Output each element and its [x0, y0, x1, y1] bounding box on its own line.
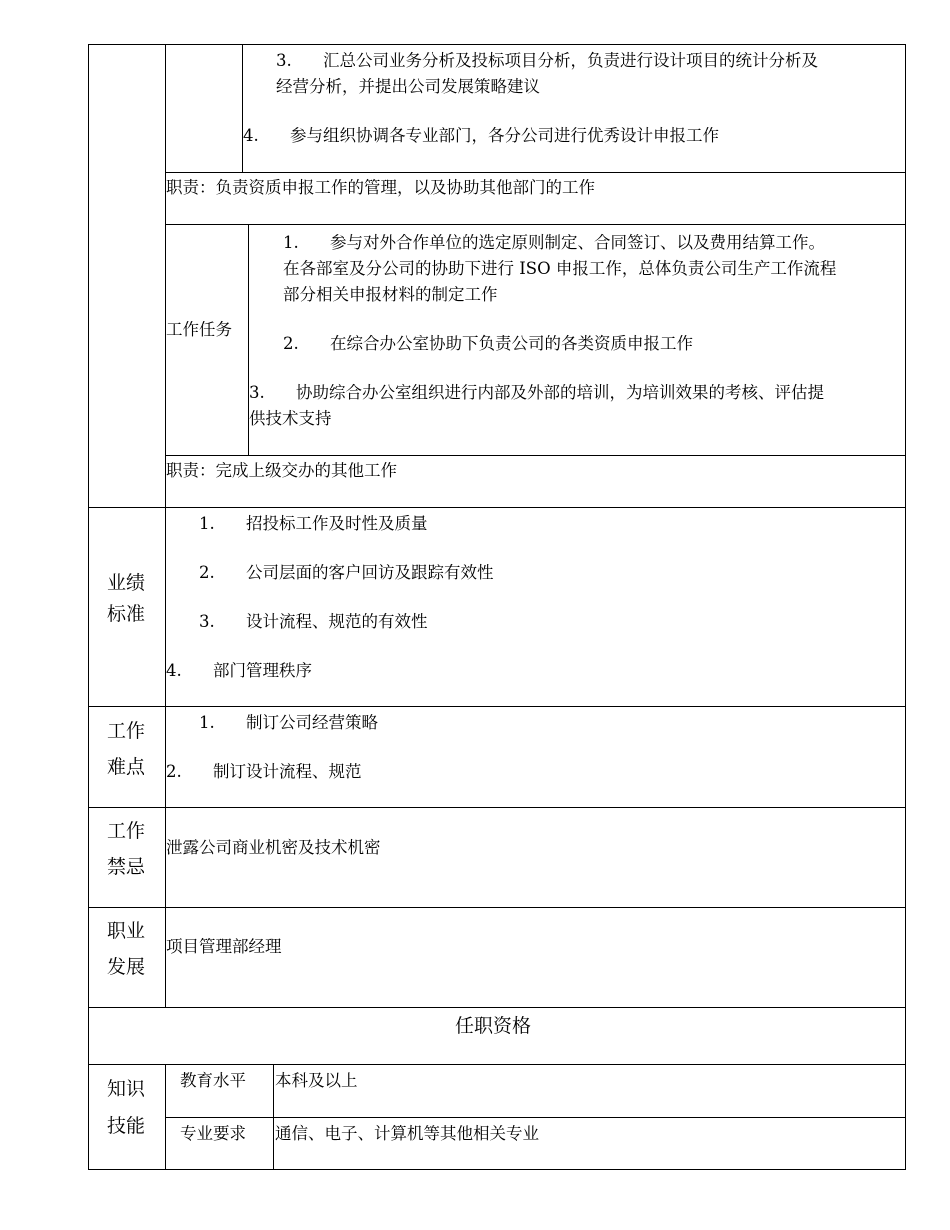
table-border-left: [88, 44, 89, 1170]
row-line-6: [88, 807, 906, 808]
upper-item3-num: 3.: [276, 51, 292, 70]
difficulty-label-2: 难点: [107, 756, 146, 778]
performance-label-1: 业绩: [107, 572, 146, 594]
taboo-label-2: 禁忌: [107, 856, 146, 878]
task3-line1: 协助综合办公室组织进行内部及外部的培训，为培训效果的考核、评估提: [296, 383, 824, 402]
row-line-5: [88, 706, 906, 707]
perf-item-4-text: 部门管理秩序: [213, 661, 312, 680]
upper-item4-num: 4.: [243, 126, 259, 145]
major-value: 通信、电子、计算机等其他相关专业: [275, 1124, 539, 1143]
table-border-bottom: [88, 1169, 906, 1170]
perf-item-1-num: 1.: [199, 514, 215, 533]
career-text: 项目管理部经理: [166, 937, 282, 956]
tasks-label: 工作任务: [166, 320, 232, 339]
diff-item-1-text: 制订公司经营策略: [246, 713, 378, 732]
qualification-title: 任职资格: [455, 1015, 532, 1037]
diff-item-2-text: 制订设计流程、规范: [213, 762, 362, 781]
duty-qualification: 职责：负责资质申报工作的管理，以及协助其他部门的工作: [166, 178, 595, 197]
perf-item-3-text: 设计流程、规范的有效性: [246, 612, 428, 631]
taboo-label-1: 工作: [107, 820, 146, 842]
knowledge-label-1: 知识: [107, 1078, 146, 1100]
knowledge-label-2: 技能: [107, 1115, 146, 1137]
upper-item3-line2: 经营分析，并提出公司发展策略建议: [276, 77, 540, 96]
task3-line2: 供技术支持: [249, 409, 332, 428]
perf-item-2-text: 公司层面的客户回访及跟踪有效性: [246, 563, 494, 582]
table-border-top: [88, 44, 906, 45]
diff-item-2-num: 2.: [166, 762, 182, 781]
row-line-9: [88, 1064, 906, 1065]
duty-other: 职责：完成上级交办的其他工作: [166, 461, 397, 480]
upper-inner-divider: [242, 44, 243, 173]
career-label-1: 职业: [107, 920, 146, 942]
row-line-4: [88, 507, 906, 508]
perf-item-4-num: 4.: [166, 661, 182, 680]
upper-item4-text: 参与组织协调各专业部门，各分公司进行优秀设计申报工作: [290, 126, 719, 145]
row-line-1: [165, 172, 906, 173]
difficulty-label-1: 工作: [107, 720, 146, 742]
performance-label-2: 标准: [107, 603, 146, 625]
major-label: 专业要求: [180, 1124, 246, 1143]
task1-line1: 参与对外合作单位的选定原则制定、合同签订、以及费用结算工作。: [330, 233, 825, 252]
task2-text: 在综合办公室协助下负责公司的各类资质申报工作: [330, 334, 693, 353]
upper-item3-line1: 汇总公司业务分析及投标项目分析，负责进行设计项目的统计分析及: [323, 51, 818, 70]
diff-item-1-num: 1.: [199, 713, 215, 732]
task1-line3: 部分相关申报材料的制定工作: [283, 285, 498, 304]
row-line-10: [165, 1117, 906, 1118]
perf-item-3-num: 3.: [199, 612, 215, 631]
row-line-3: [165, 455, 906, 456]
career-label-2: 发展: [107, 956, 146, 978]
table-border-right: [905, 44, 906, 1170]
perf-item-1-text: 招投标工作及时性及质量: [246, 514, 428, 533]
task1-line2: 在各部室及分公司的协助下进行 ISO 申报工作，总体负责公司生产工作流程: [283, 259, 837, 278]
perf-item-2-num: 2.: [199, 563, 215, 582]
taboo-text: 泄露公司商业机密及技术机密: [166, 838, 381, 857]
edu-label: 教育水平: [180, 1071, 246, 1090]
task2-num: 2.: [283, 334, 299, 353]
row-line-7: [88, 907, 906, 908]
row-line-2: [165, 224, 906, 225]
edu-value: 本科及以上: [275, 1071, 358, 1090]
task3-num: 3.: [249, 383, 265, 402]
task1-num: 1.: [283, 233, 299, 252]
